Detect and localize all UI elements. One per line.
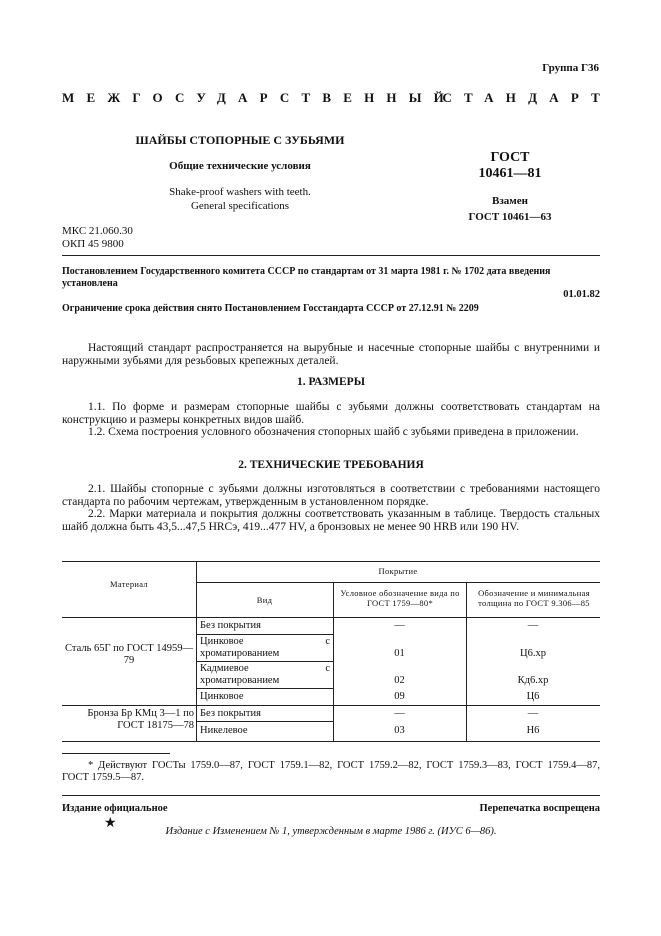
section-2-heading: 2. ТЕХНИЧЕСКИЕ ТРЕБОВАНИЯ [238,459,424,471]
coating-designation: Кд6.хр [517,675,549,686]
coating-type: Без покрытия [200,620,261,631]
official-edition-label: Издание официальное [62,803,168,814]
paragraph-1-2: 1.2. Схема построения условного обозначения стопорных шайб с зубьями приведена в приложении. [88,426,579,438]
materials-coatings-table [62,561,600,742]
material-steel: Сталь 65Г по ГОСТ 14959—79 [65,643,193,666]
header-coating: Покрытие [378,566,418,576]
section-1-heading: 1. РАЗМЕРЫ [297,376,365,388]
coating-code: 01 [394,648,405,659]
english-title-line-1: Shake-proof washers with teeth. [169,186,311,198]
table-header-divider [196,582,600,583]
coating-designation: Ц6 [526,691,540,702]
coating-designation: — [527,620,539,631]
header-designation: Обозначение и минимальная толщина по ГОСТ 9.306—85 [478,588,590,608]
footnote: * Действуют ГОСТы 1759.0—87, ГОСТ 1759.1—82, ГОСТ 1759.2—82, ГОСТ 1759.3—83, ГОСТ 1759.4—87, ГОСТ 1759.5—87. [62,760,600,783]
reprint-prohibited-label: Перепечатка воспрещена [479,803,600,814]
coating-type: Цинковое [200,691,244,702]
coating-code: — [394,708,405,719]
mks-code: МКС 21.060.30 [62,225,133,237]
intro-paragraph: Настоящий стандарт распространяется на вырубные и насечные стопорные шайбы с внутренними и наружными зубьями для резьбовых крепежных деталей. [62,342,600,367]
document-title: ШАЙБЫ СТОПОРНЫЕ С ЗУБЬЯМИ [135,133,345,147]
header-code: Условное обозначение вида по ГОСТ 1759—80* [340,588,460,608]
coating-code: 03 [394,725,405,736]
coating-type: Цинковое с хроматированием [200,636,330,659]
coating-code: 09 [394,691,405,702]
coating-designation: — [527,708,539,719]
replaces-standard: ГОСТ 10461—63 [468,211,552,223]
star-icon: ★ [104,816,117,831]
table-col-divider [196,561,197,741]
banner-word-interstate: МЕЖГОСУДАРСТВЕННЫЙ [62,90,456,105]
decree-text: Постановлением Государственного комитета СССР по стандартам от 31 марта 1981 г. № 1702 дата введения установлена [62,266,551,289]
paragraph-2-2: 2.2. Марки материала и покрытия должны соответствовать указанным в таблице. Твердость стальных шайб должна быть 43,5...47,5 HRCэ, 419...477 HV, а бронзовых не менее 90 HRB или 190 HV. [62,508,600,533]
table-group-divider [62,705,600,706]
header-material: Материал [110,579,148,589]
coating-designation: Н6 [526,725,540,736]
coating-code: 02 [394,675,405,686]
gost-number: 10461—81 [478,166,542,181]
table-header-bottom [62,617,600,618]
effective-date: 01.01.82 [563,289,600,300]
group-code: Группа Г36 [542,62,599,74]
coating-type: Без покрытия [200,708,261,719]
coating-type: Кадмиевое с хроматированием [200,663,330,686]
coating-code: — [394,620,405,631]
edition-note: Издание с Изменением № 1, утвержденным в марте 1986 г. (ИУС 6—86). [165,826,497,837]
table-border-bottom [62,741,600,742]
table-row-divider [196,721,333,722]
english-title-line-2: General specifications [190,200,290,212]
footer-divider [62,795,600,796]
standard-banner [62,90,612,112]
header-type: Вид [256,595,273,605]
table-row-divider [196,688,333,689]
gost-label: ГОСТ [490,150,530,165]
coating-designation: Ц6.хр [520,648,546,659]
coating-type: Никелевое [200,725,248,736]
okp-code: ОКП 45 9800 [62,238,124,250]
paragraph-2-1: 2.1. Шайбы стопорные с зубьями должны изготовляться в соответствии с требованиями настоящего стандарта по рабочим чертежам, утвержденным в установленном порядке. [62,483,600,508]
banner-word-standard: СТАНДАРТ [442,90,612,105]
table-row-divider [196,661,333,662]
header-divider [62,255,600,256]
replaces-label: Взамен [492,195,528,207]
table-row-divider [196,634,333,635]
document-subtitle: Общие технические условия [169,160,311,172]
footnote-divider [62,753,170,754]
paragraph-1-1: 1.1. По форме и размерам стопорные шайбы с зубьями должны соответствовать стандартам на конструкцию и размеры конкретных видов шайб. [62,401,600,426]
material-bronze: Бронза Бр КМц 3—1 по ГОСТ 18175—78 [87,708,194,731]
limit-removed-text: Ограничение срока действия снято Постановлением Госстандарта СССР от 27.12.91 № 2209 [62,303,479,314]
table-border-top [62,561,600,562]
